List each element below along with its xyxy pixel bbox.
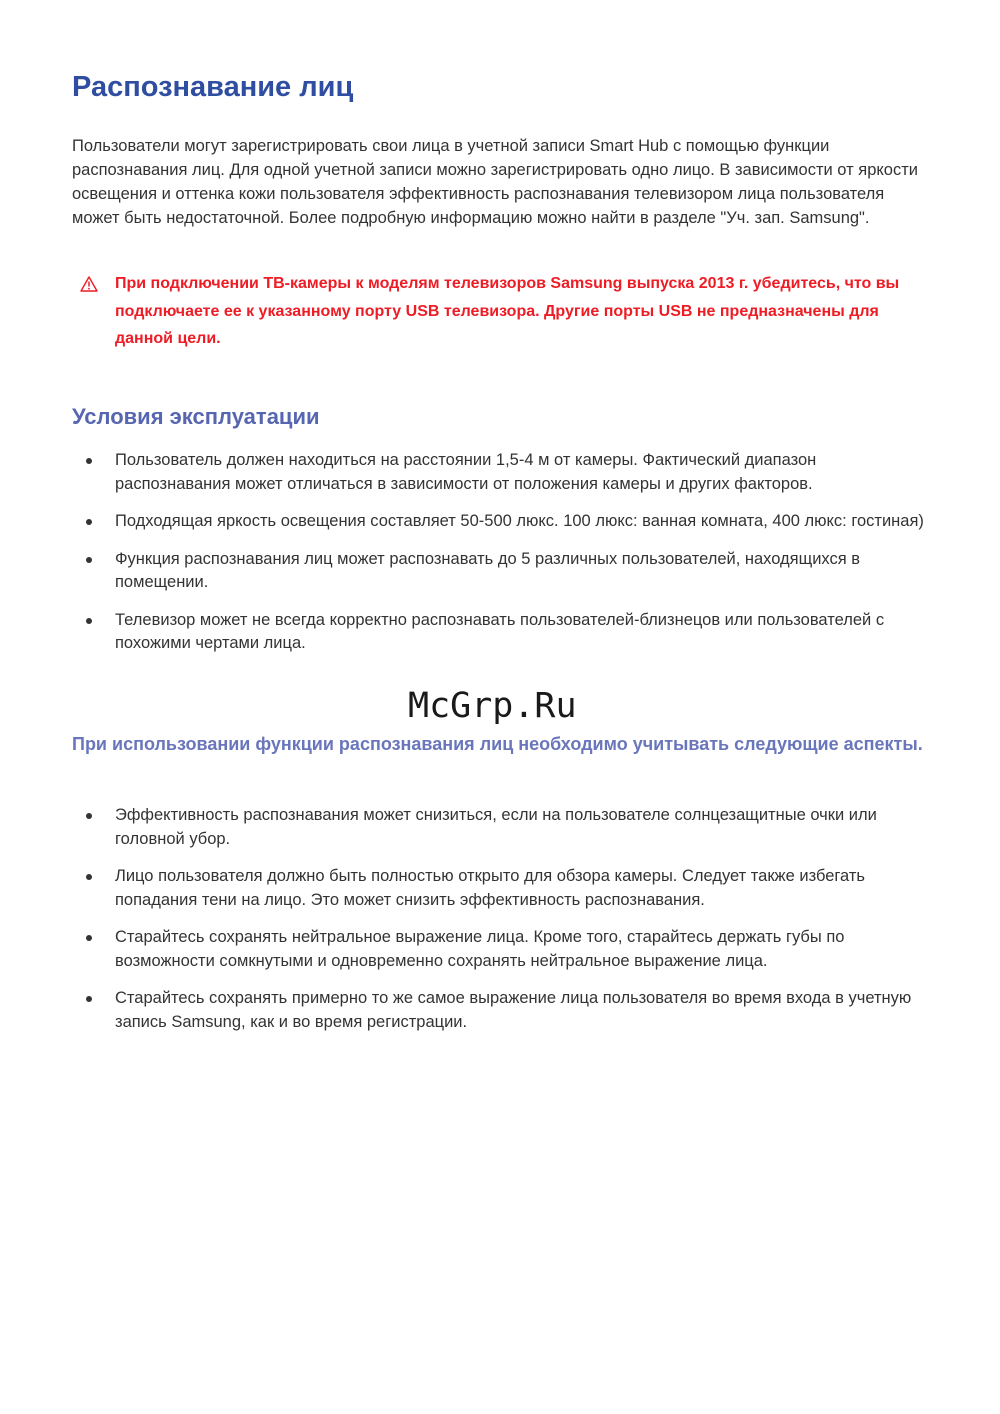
warning-text: При подключении ТВ-камеры к моделям телевизоров Samsung выпуска 2013 г. убедитесь, что вы подключаете ее к указанному порту USB телевизора. Другие порты USB не предназначены для данной цели. xyxy=(115,275,900,347)
list-item xyxy=(72,548,932,595)
list-item-text: Старайтесь сохранять нейтральное выражение лица. Кроме того, старайтесь держать губы по возможности сомкнутыми и одновременно сохранять нейтральное выражение лица. xyxy=(115,928,845,970)
list-item xyxy=(72,865,932,912)
list-item xyxy=(72,926,932,973)
list-item xyxy=(72,609,932,656)
watermark: McGrp.Ru xyxy=(408,686,577,726)
warning-triangle-icon xyxy=(80,276,98,292)
bullet-icon xyxy=(86,874,92,880)
page-title: Распознавание лиц xyxy=(72,71,354,103)
bullet-icon xyxy=(86,557,92,563)
list-item-text: Эффективность распознавания может снизиться, если на пользователе солнцезащитные очки или головной убор. xyxy=(115,806,877,848)
list-item xyxy=(72,449,932,496)
bullet-icon xyxy=(86,618,92,624)
considerations-list xyxy=(72,804,932,1048)
list-item-text: Лицо пользователя должно быть полностью открыто для обзора камеры. Следует также избегать попадания тени на лицо. Это может снизить эффективность распознавания. xyxy=(115,867,866,909)
list-item-text: Телевизор может не всегда корректно распознавать пользователей-близнецов или пользователей с похожими чертами лица. xyxy=(115,610,885,652)
list-item xyxy=(72,804,932,851)
section-title-operating-conditions: Условия эксплуатации xyxy=(72,404,320,429)
list-item xyxy=(72,987,932,1034)
list-item-text: Старайтесь сохранять примерно то же самое выражение лица пользователя во время входа в учетную запись Samsung, как и во время регистрации. xyxy=(115,989,912,1031)
operating-conditions-list xyxy=(72,449,932,670)
list-item-text: Пользователь должен находиться на расстоянии 1,5-4 м от камеры. Фактический диапазон распознавания может отличаться в зависимости от положения камеры и других факторов. xyxy=(115,451,817,493)
intro-paragraph: Пользователи могут зарегистрировать свои лица в учетной записи Smart Hub с помощью функции распознавания лиц. Для одной учетной записи можно зарегистрировать одно лицо. В зависимости от яркости освещения и оттенка кожи пользователя эффективность распознавания телевизором лица пользователя может быть недостаточной. Более подробную информацию можно найти в разделе "Уч. зап. Samsung". xyxy=(72,137,918,227)
bullet-icon xyxy=(86,519,92,525)
list-item xyxy=(72,510,932,534)
list-item-text: Подходящая яркость освещения составляет 50-500 люкс. 100 люкс: ванная комната, 400 люкс: гостиная) xyxy=(115,512,924,530)
bullet-icon xyxy=(86,996,92,1002)
bullet-icon xyxy=(86,935,92,941)
list-item-text: Функция распознавания лиц может распознавать до 5 различных пользователей, находящихся в помещении. xyxy=(115,549,861,591)
section-title-considerations: При использовании функции распознавания лиц необходимо учитывать следующие аспекты. xyxy=(72,734,923,754)
bullet-icon xyxy=(86,458,92,464)
bullet-icon xyxy=(86,813,92,819)
